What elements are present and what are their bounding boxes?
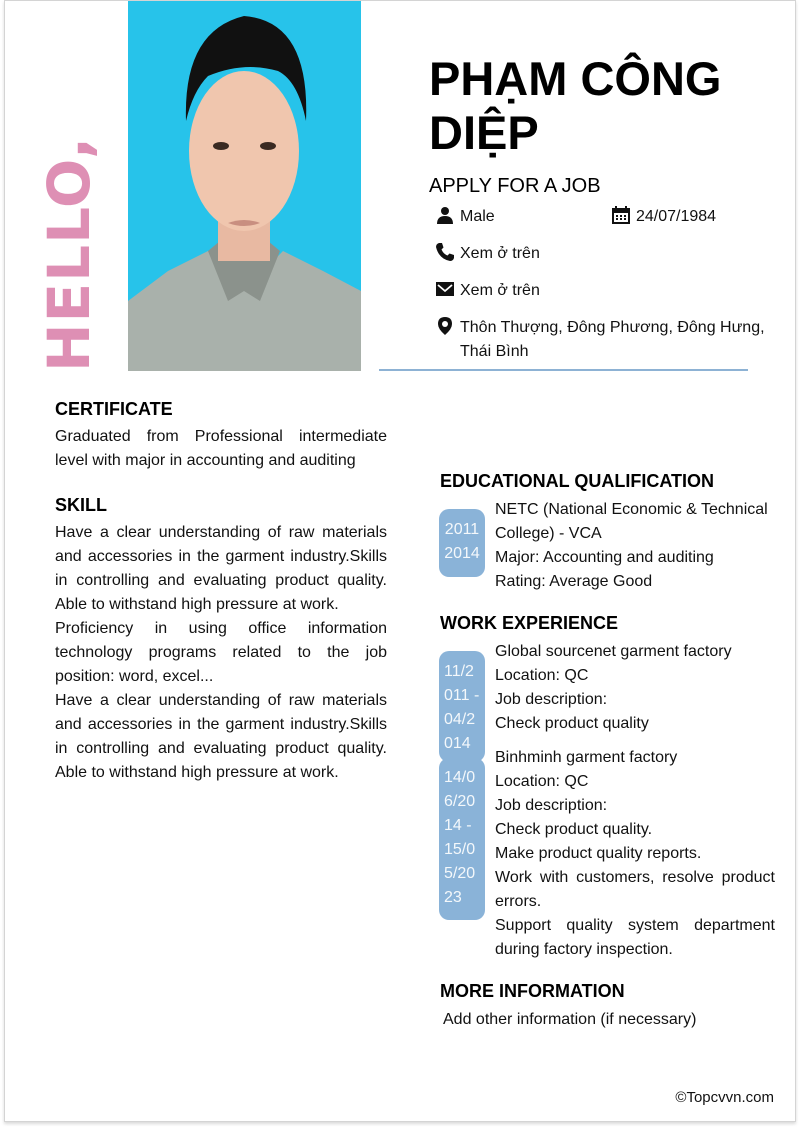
- education-date-badge: [439, 509, 485, 577]
- header-divider: [379, 369, 748, 371]
- experience-location: Location: QC: [495, 667, 589, 684]
- email-value: Xem ở trên: [460, 282, 540, 299]
- phone-info: [435, 242, 540, 266]
- education-title: EDUCATIONAL QUALIFICATION: [440, 471, 714, 491]
- experience-company: Global sourcenet garment factory: [495, 643, 732, 660]
- education-date: 2011 2014: [444, 521, 480, 562]
- experience-date-badge: [439, 758, 485, 920]
- education-major: Major: Accounting and auditing: [495, 549, 714, 566]
- phone-value: Xem ở trên: [460, 245, 540, 262]
- address-info: [435, 316, 775, 364]
- gender-info: [435, 205, 495, 229]
- experience-desc-label: Job description:: [495, 797, 608, 814]
- birthday-value: 24/07/1984: [636, 208, 717, 225]
- experience-duty: Check product quality.: [495, 821, 653, 838]
- envelope-icon: [435, 279, 455, 299]
- calendar-icon: [611, 205, 631, 225]
- candidate-name: PHẠM CÔNG DIỆP: [429, 52, 722, 159]
- experience-date: 14/06/2014 - 15/05/2023: [444, 769, 476, 906]
- experience-date: 11/2011 - 04/2014: [444, 663, 480, 752]
- phone-icon: [435, 242, 455, 262]
- experience-desc-label: Job description:: [495, 691, 608, 708]
- gender-value: Male: [460, 208, 495, 225]
- skill-title: SKILL: [55, 495, 107, 515]
- skill-paragraph: Have a clear understanding of raw materials and accessories in the garment industry.Skills in controlling and evaluating product quality. Able to withstand high pressure at work.: [55, 692, 387, 781]
- education-rating: Rating: Average Good: [495, 573, 653, 590]
- greeting-text: HELLO,: [35, 135, 103, 372]
- user-icon: [435, 205, 455, 225]
- map-pin-icon: [435, 316, 455, 336]
- footer-copyright: ©Topcvvn.com: [675, 1089, 774, 1106]
- more-info-title: MORE INFORMATION: [440, 981, 625, 1001]
- greeting-vertical: [34, 135, 104, 375]
- experience-date-badge: [439, 651, 485, 762]
- certificate-text: [55, 425, 387, 473]
- certificate-paragraph: Graduated from Professional intermediate level with major in accounting and auditing: [55, 428, 387, 469]
- experience-location: Location: QC: [495, 773, 589, 790]
- birthday-info: [611, 205, 716, 229]
- profile-photo: [128, 1, 361, 371]
- skill-paragraph: Have a clear understanding of raw materials and accessories in the garment industry.Skills in controlling and evaluating product quality. Able to withstand high pressure at work.: [55, 524, 387, 613]
- address-value: Thôn Thượng, Đông Phương, Đông Hưng, Thái Bình: [460, 319, 765, 360]
- experience-title: WORK EXPERIENCE: [440, 613, 619, 633]
- education-entry: [495, 498, 775, 594]
- skill-text: [55, 521, 387, 785]
- experience-entry: [495, 640, 775, 736]
- email-info: [435, 279, 540, 303]
- skill-paragraph: Proficiency in using office information technology programs related to the job position: word, excel...: [55, 620, 387, 685]
- job-position: APPLY FOR A JOB: [429, 175, 601, 197]
- certificate-title: CERTIFICATE: [55, 399, 173, 419]
- experience-duty: Check product quality: [495, 715, 649, 732]
- experience-entry: [495, 746, 775, 962]
- experience-duty: Make product quality reports.: [495, 845, 702, 862]
- more-info-text: Add other information (if necessary): [443, 1011, 697, 1028]
- experience-company: Binhminh garment factory: [495, 749, 678, 766]
- experience-duty: Support quality system department during factory inspection.: [495, 917, 775, 958]
- experience-duty: Work with customers, resolve product errors.: [495, 869, 775, 910]
- education-school: NETC (National Economic & Technical College) - VCA: [495, 501, 768, 542]
